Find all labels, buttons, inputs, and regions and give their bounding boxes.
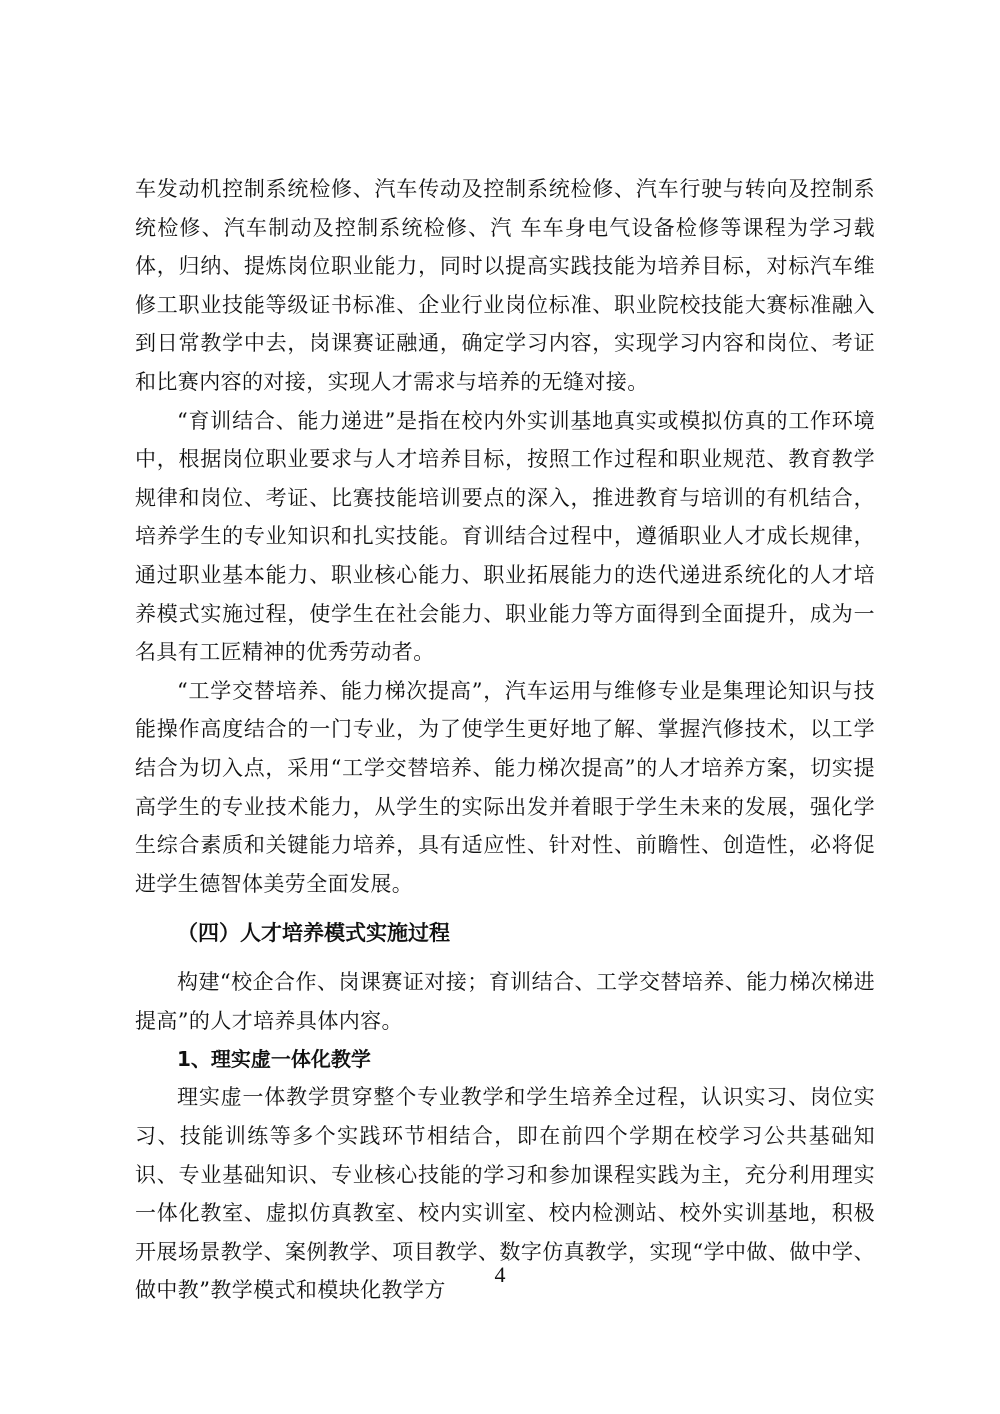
- paragraph-construction: 构建“校企合作、岗课赛证对接；育训结合、工学交替培养、能力梯次梯进提高”的人才培养具体内容。: [135, 970, 875, 1033]
- page-number: 4: [494, 1262, 506, 1287]
- subsection-heading: 1、理实虚一体化教学: [177, 1047, 371, 1072]
- paragraph-education-training: “育训结合、能力递进”是指在校内外实训基地真实或模拟仿真的工作环境中，根据岗位职业要求与人才培养目标，按照工作过程和职业规范、教育教学规律和岗位、考证、比赛技能培训要点的深入，推进教育与培训的有机结合，培养学生的专业知识和扎实技能。育训结合过程中，遵循职业人才成长规律，通过职业基本能力、职业核心能力、职业拓展能力的迭代递进系统化的人才培养模式实施过程，使学生在社会能力、职业能力等方面得到全面提升，成为一名具有工匠精神的优秀劳动者。: [135, 408, 875, 665]
- paragraph-work-study: “工学交替培养、能力梯次提高”，汽车运用与维修专业是集理论知识与技能操作高度结合的一门专业，为了使学生更好地了解、掌握汽修技术，以工学结合为切入点，采用“工学交替培养、能力梯次提高”的人才培养方案，切实提高学生的专业技术能力，从学生的实际出发并着眼于学生未来的发展，强化学生综合素质和关键能力培养，具有适应性、针对性、前瞻性、创造性，必将促进学生德智体美劳全面发展。: [135, 678, 875, 896]
- section-heading: （四）人才培养模式实施过程: [177, 921, 450, 946]
- paragraph-integrated-teaching: 理实虚一体教学贯穿整个专业教学和学生培养全过程，认识实习、岗位实习、技能训练等多个实践环节相结合，即在前四个学期在校学习公共基础知识、专业基础知识、专业核心技能的学习和参加课程实践为主，充分利用理实一体化教室、虚拟仿真教室、校内实训室、校内检测站、校外实训基地，积极开展场景教学、案例教学、项目教学、数字仿真教学，实现“学中做、做中学、做中教”教学模式和模块化教学方: [135, 1085, 875, 1303]
- paragraph-continuation: 车发动机控制系统检修、汽车传动及控制系统检修、汽车行驶与转向及控制系统检修、汽车制动及控制系统检修、汽 车车身电气设备检修等课程为学习载体，归纳、提炼岗位职业能力，同时以提高实践技能为培养目标，对标汽车维修工职业技能等级证书标准、企业行业岗位标准、职业院校技能大赛标准融入到日常教学中去，岗课赛证融通，确定学习内容，实现学习内容和岗位、考证和比赛内容的对接，实现人才需求与培养的无缝对接。: [135, 177, 875, 394]
- body-text: [135, 170, 875, 1310]
